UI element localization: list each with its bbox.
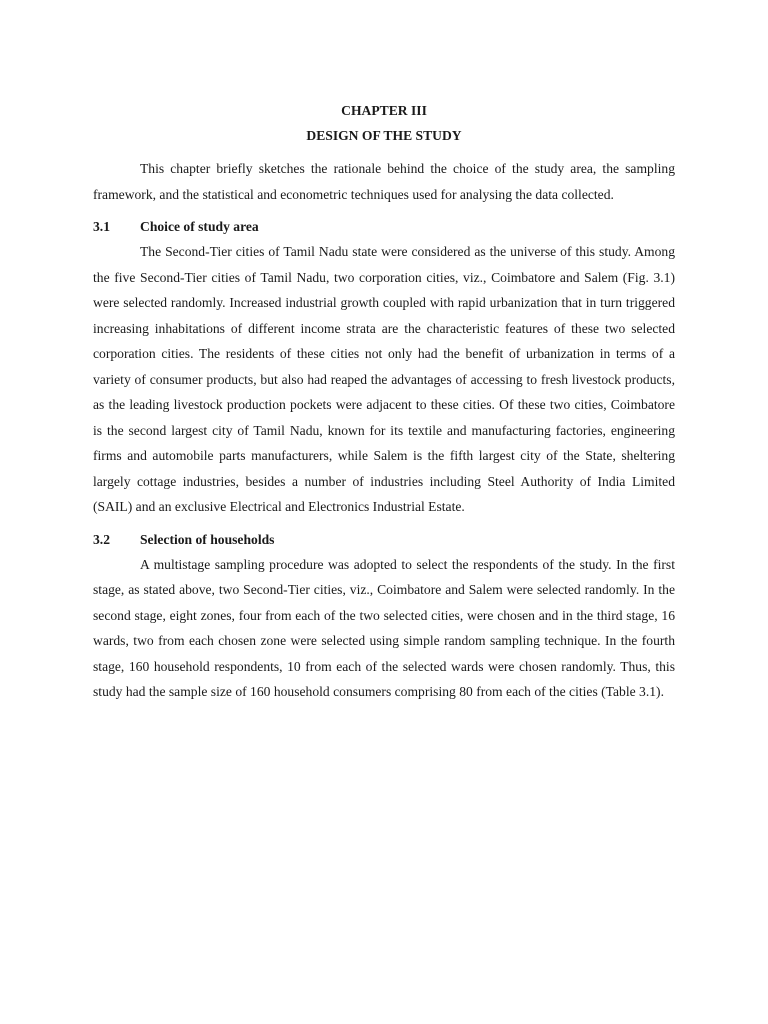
section-number: 3.2 xyxy=(93,531,110,547)
section-heading-selection-of-households xyxy=(93,527,675,552)
section-number: 3.1 xyxy=(93,219,110,234)
document-page xyxy=(93,96,675,705)
intro-paragraph: This chapter briefly sketches the rationale behind the choice of the study area, the sampling framework, and the statistical and econometric techniques used for analysing the data collected. xyxy=(93,161,675,202)
chapter-label: CHAPTER III xyxy=(341,103,427,118)
section-heading-choice-of-study-area xyxy=(93,214,675,239)
section-title: Selection of households xyxy=(140,531,275,547)
section-paragraph-selection-of-households: A multistage sampling procedure was adopted to select the respondents of the study. In the first stage, as stated above, two Second-Tier cities, viz., Coimbatore and Salem were selected randomly. In the second stage, eight zones, four from each of the two selected cities, were chosen and in the third stage, 16 wards, two from each chosen zone were selected using simple random sampling technique. In the fourth stage, 160 household respondents, 10 from each of the selected wards were chosen randomly. Thus, this study had the sample size of 160 household consumers comprising 80 from each of the cities (Table 3.1). xyxy=(93,556,675,699)
section-title: Choice of study area xyxy=(140,219,259,234)
section-paragraph-choice-of-study-area: The Second-Tier cities of Tamil Nadu state were considered as the universe of this study. Among the five Second-Tier cities of Tamil Nadu, two corporation cities, viz., Coimbatore and Salem (Fig. 3.1) were selected randomly. Increased industrial growth coupled with rapid urbanization that in turn triggered increasing inhabitations of different income strata are the characteristic features of these two selected corporation cities. The residents of these cities not only had the benefit of urbanization in terms of a variety of consumer products, but also had reaped the advantages of accessing to fresh livestock products, as the leading livestock production pockets were adjacent to these cities. Of these two cities, Coimbatore is the second largest city of Tamil Nadu, known for its textile and manufacturing factories, engineering firms and automobile parts manufacturers, while Salem is the fifth largest city of the State, sheltering largely cottage industries, besides a number of industries including Steel Authority of India Limited (SAIL) and an exclusive Electrical and Electronics Industrial Estate. xyxy=(93,244,675,514)
chapter-title: DESIGN OF THE STUDY xyxy=(306,128,462,143)
